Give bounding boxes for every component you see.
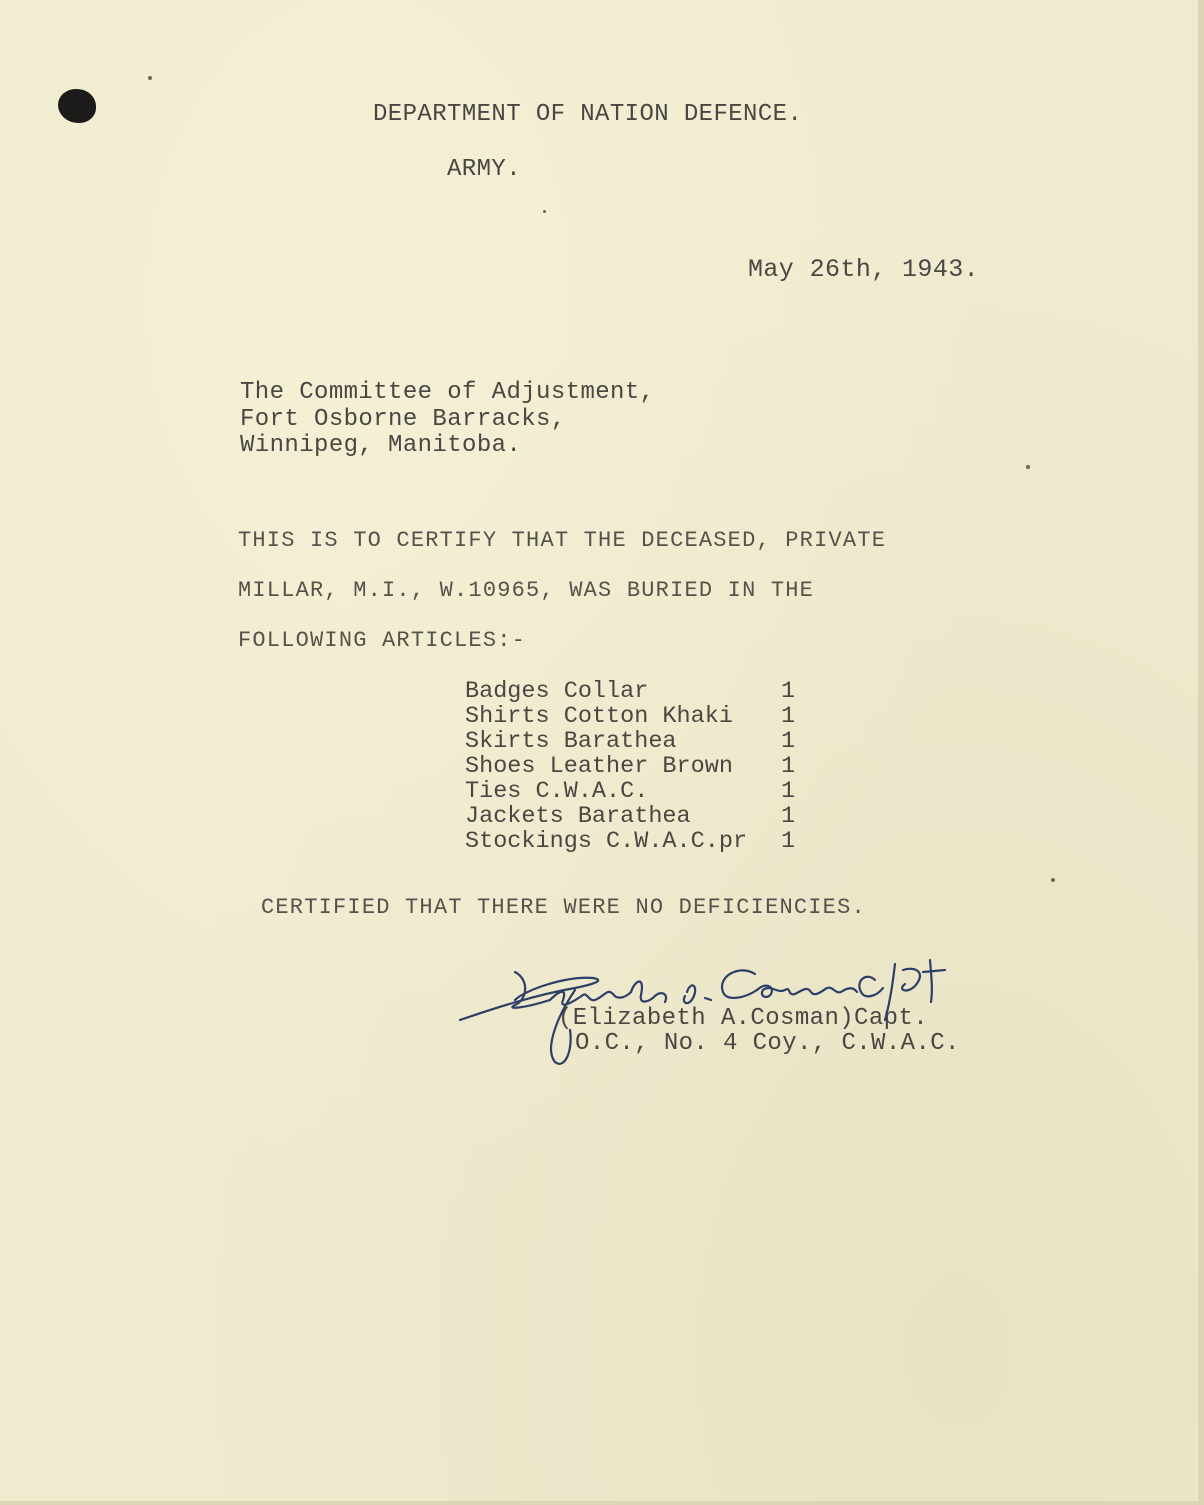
- article-quantity: 1: [781, 778, 796, 805]
- article-name: Skirts Barathea: [465, 728, 677, 755]
- department-heading: DEPARTMENT OF NATION DEFENCE.: [373, 101, 803, 128]
- article-name: Shirts Cotton Khaki: [465, 703, 733, 730]
- recipient-line-2: Fort Osborne Barracks,: [240, 406, 566, 433]
- article-name: Ties C.W.A.C.: [465, 778, 649, 805]
- signer-typed-name: (Elizabeth A.Cosman)Capt.: [558, 1005, 929, 1032]
- article-name: Stockings C.W.A.C.pr: [465, 828, 748, 855]
- articles-list: [465, 678, 796, 855]
- list-item: [465, 728, 796, 755]
- handwritten-signature: [455, 950, 975, 1070]
- signer-title: O.C., No. 4 Coy., C.W.A.C.: [575, 1030, 960, 1057]
- list-item: [465, 828, 796, 855]
- branch-heading: ARMY.: [447, 156, 522, 183]
- paper-speck: [1026, 465, 1030, 469]
- paper-speck: [543, 210, 546, 213]
- list-item: [465, 703, 796, 730]
- paper-speck: [1051, 878, 1055, 882]
- list-item: [465, 753, 796, 780]
- article-quantity: 1: [781, 803, 796, 830]
- article-quantity: 1: [781, 828, 796, 855]
- recipient-line-1: The Committee of Adjustment,: [240, 379, 655, 406]
- article-quantity: 1: [781, 703, 796, 730]
- ink-blot-mark: [58, 89, 96, 123]
- article-name: Jackets Barathea: [465, 803, 691, 830]
- letter-date: May 26th, 1943.: [748, 255, 980, 284]
- deficiency-statement: CERTIFIED THAT THERE WERE NO DEFICIENCIES.: [261, 895, 866, 920]
- article-name: Shoes Leather Brown: [465, 753, 733, 780]
- list-item: [465, 678, 796, 705]
- article-name: Badges Collar: [465, 678, 649, 705]
- paper-speck: [148, 76, 152, 80]
- article-quantity: 1: [781, 678, 796, 705]
- list-item: [465, 803, 796, 830]
- list-item: [465, 778, 796, 805]
- certification-line-3: FOLLOWING ARTICLES:-: [238, 628, 527, 653]
- certification-line-2: MILLAR, M.I., W.10965, WAS BURIED IN THE: [238, 578, 815, 603]
- recipient-line-3: Winnipeg, Manitoba.: [240, 432, 522, 459]
- article-quantity: 1: [781, 753, 796, 780]
- certification-line-1: THIS IS TO CERTIFY THAT THE DECEASED, PRIVATE: [238, 528, 887, 553]
- article-quantity: 1: [781, 728, 796, 755]
